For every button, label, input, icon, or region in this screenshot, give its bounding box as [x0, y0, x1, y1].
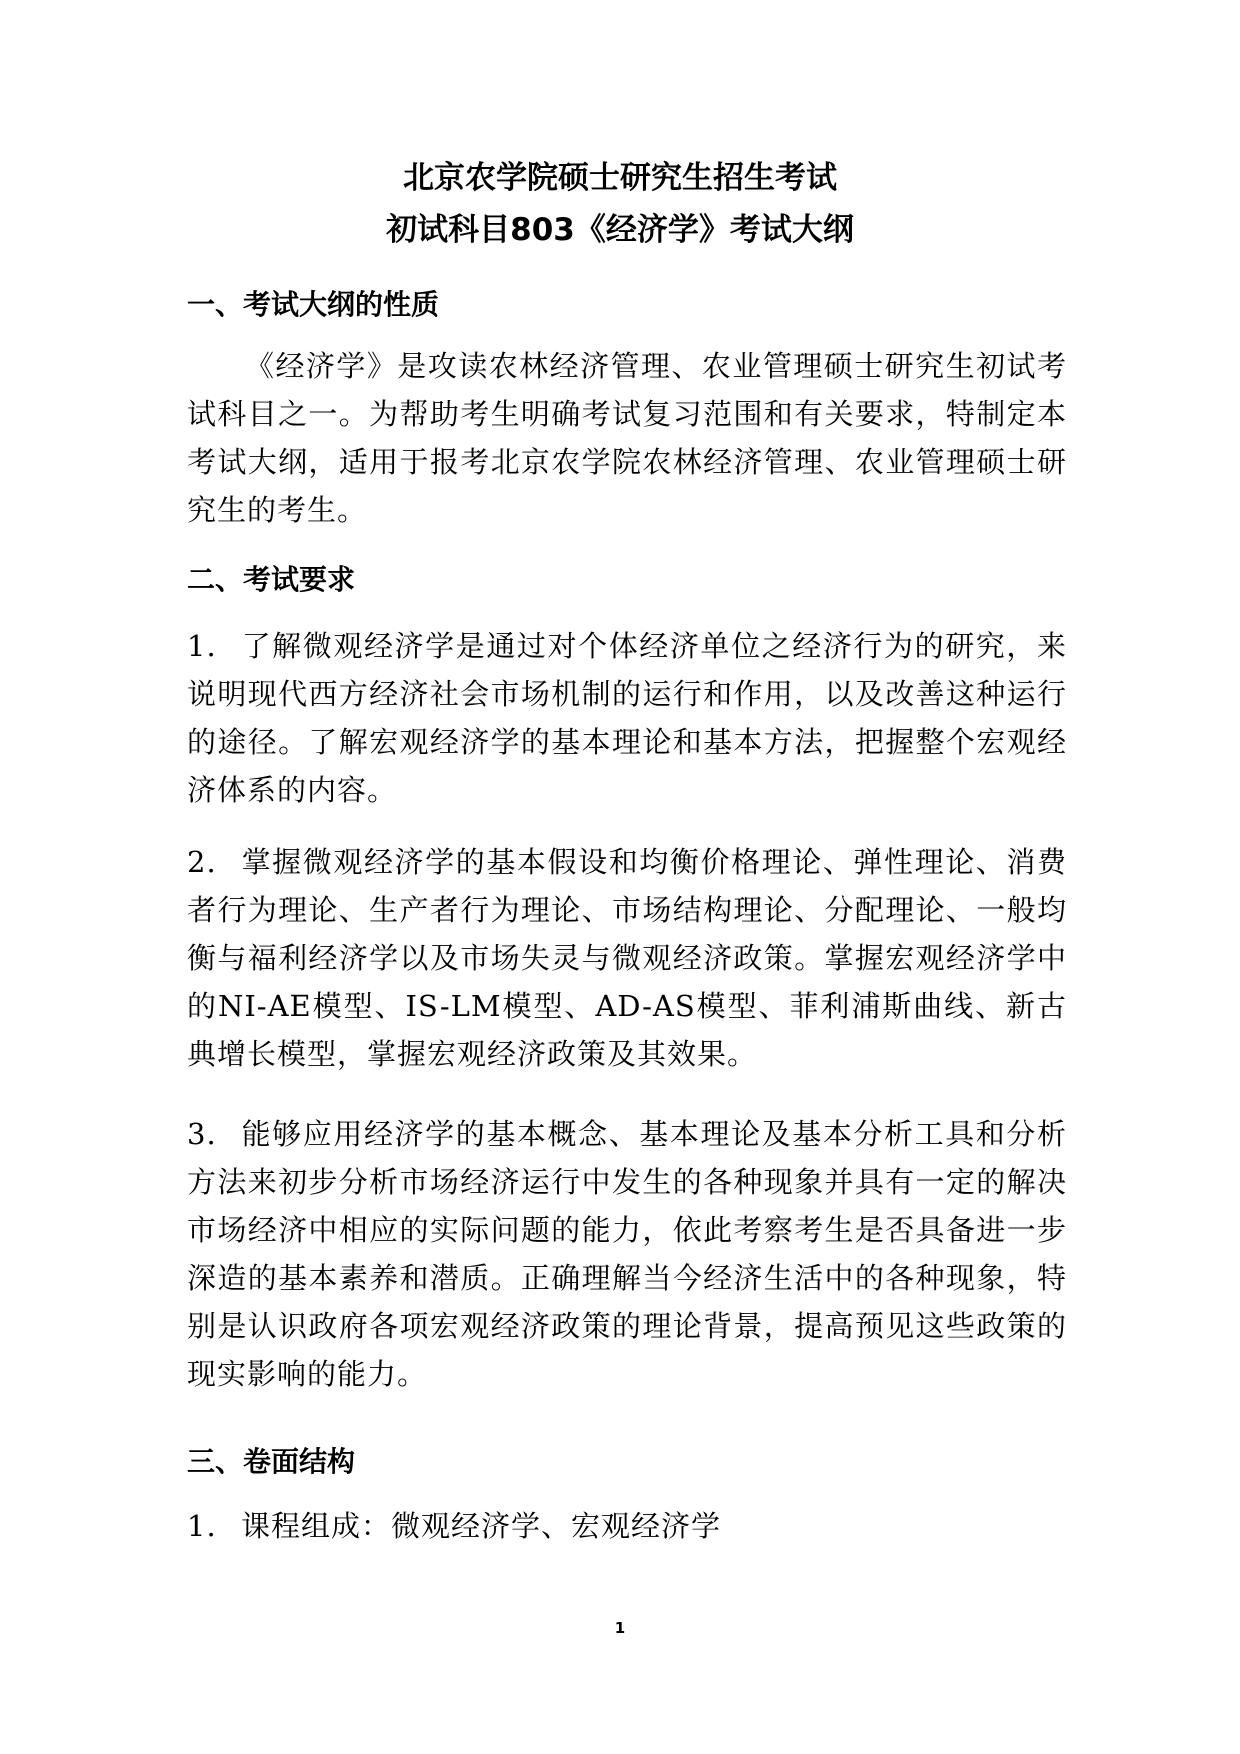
item-text: 掌握微观经济学的基本假设和均衡价格理论、弹性理论、消费者行为理论、生产者行为理论、市场结构理论、分配理论、一般均衡与福利经济学以及市场失灵与微观经济政策。掌握宏观经济学中的NI-AE模型、IS-LM模型、AD-AS模型、菲利浦斯曲线、新古典增长模型，掌握宏观经济政策及其效果。: [187, 845, 1067, 1071]
requirement-item-2: [187, 838, 1067, 1078]
requirement-item-1: [187, 622, 1067, 814]
paragraph-text: 《经济学》是攻读农林经济管理、农业管理硕士研究生初试考试科目之一。为帮助考生明确考试复习范围和有关要求，特制定本考试大纲，适用于报考北京农学院农林经济管理、农业管理硕士研究生的考生。: [187, 349, 1067, 527]
section-heading-paper-structure: 三、卷面结构: [187, 1445, 356, 1478]
item-number: 3.: [187, 1117, 217, 1151]
section-heading-requirements: 二、考试要求: [187, 563, 356, 596]
section-heading-nature: 一、考试大纲的性质: [187, 288, 440, 321]
requirement-item-3: [187, 1110, 1067, 1398]
item-number: 1.: [187, 629, 217, 663]
item-text: 了解微观经济学是通过对个体经济单位之经济行为的研究，来说明现代西方经济社会市场机制的运行和作用，以及改善这种运行的途径。了解宏观经济学的基本理论和基本方法，把握整个宏观经济体系的内容。: [187, 629, 1067, 807]
item-text: 能够应用经济学的基本概念、基本理论及基本分析工具和分析方法来初步分析市场经济运行中发生的各种现象并具有一定的解决市场经济中相应的实际问题的能力，依此考察考生是否具备进一步深造的基本素养和潜质。正确理解当今经济生活中的各种现象，特别是认识政府各项宏观经济政策的理论背景，提高预见这些政策的现实影响的能力。: [187, 1117, 1067, 1391]
document-title-line-2: 初试科目803《经济学》考试大纲: [386, 212, 854, 248]
item-number: 1.: [187, 1509, 217, 1543]
document-title-line-1: 北京农学院硕士研究生招生考试: [403, 160, 837, 196]
page-number: 1: [614, 1619, 626, 1637]
structure-item-1: [187, 1502, 1067, 1550]
item-number: 2.: [187, 845, 217, 879]
section-nature-paragraph: [187, 342, 1067, 534]
item-text: 课程组成：微观经济学、宏观经济学: [241, 1509, 722, 1543]
